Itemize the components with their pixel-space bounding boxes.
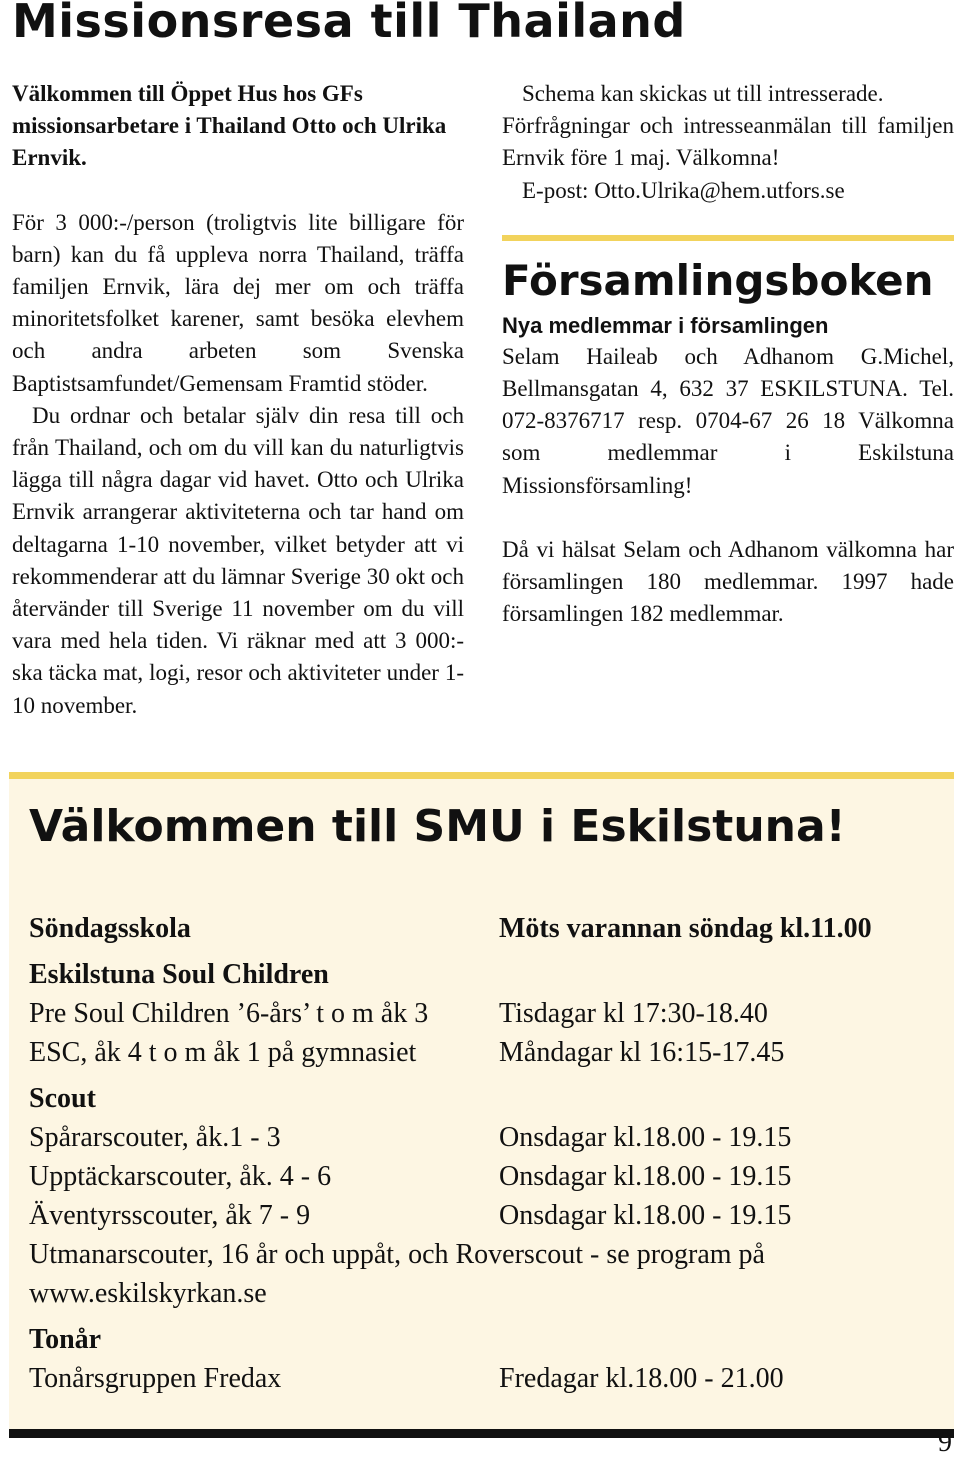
schedule-time: Måndagar kl 16:15-17.45 xyxy=(499,1037,785,1068)
mission-column-left xyxy=(12,78,464,722)
page-title: Missionsresa till Thailand xyxy=(12,0,686,48)
schedule-label: Söndagsskola xyxy=(29,913,191,944)
schedule-time: Möts varannan söndag kl.11.00 xyxy=(499,913,872,944)
schedule-label: Upptäckarscouter, åk. 4 - 6 xyxy=(29,1161,332,1192)
smu-schedule xyxy=(29,909,929,1398)
section-divider xyxy=(502,235,954,241)
schedule-time: Onsdagar kl.18.00 - 19.15 xyxy=(499,1122,792,1153)
schedule-row xyxy=(29,1274,929,1313)
schedule-heading xyxy=(29,1079,929,1118)
schedule-label: Äventyrsscouter, åk 7 - 9 xyxy=(29,1200,311,1231)
schedule-time: Fredagar kl.18.00 - 21.00 xyxy=(499,1363,784,1394)
section-subtitle: Nya medlemmar i församlingen xyxy=(502,312,829,338)
schedule-row xyxy=(29,1196,929,1235)
schedule-row xyxy=(29,1235,929,1274)
schedule-row xyxy=(29,1157,929,1196)
schedule-label: Utmanarscouter, 16 år och uppåt, och Roverscout - se program på xyxy=(29,1239,765,1270)
smu-box xyxy=(9,772,954,1438)
schedule-time: Onsdagar kl.18.00 - 19.15 xyxy=(499,1200,792,1231)
mission-email: E-post: Otto.Ulrika@hem.utfors.se xyxy=(522,177,845,203)
mission-schedule-note: Schema kan skickas ut till intresserade. xyxy=(522,81,884,106)
mission-contact-note: Förfrågningar och intresseanmälan till familjen Ernvik före 1 maj. Välkomna! xyxy=(502,113,954,171)
smu-title: Välkommen till SMU i Eskilstuna! xyxy=(29,801,846,852)
schedule-heading xyxy=(29,1320,929,1359)
schedule-time: Onsdagar kl.18.00 - 19.15 xyxy=(499,1161,792,1192)
schedule-row xyxy=(29,1118,929,1157)
mission-paragraph: Du ordnar och betalar själv din resa till och från Thailand, och om du vill kan du naturligtvis lägga till några dagar vid havet. Otto och Ulrika Ernvik arrangerar aktiviteterna och tar hand om deltagarna 1-10 november, vilket betyder att vi rekommenderar att du lämnar Sverige 30 okt och återvänder till Sverige 11 november om du vill vara med hela tiden. Vi räknar med att 3 000:- ska täcka mat, logi, resor och aktiviteter under 1-10 november. xyxy=(12,402,464,718)
schedule-label: ESC, åk 4 t o m åk 1 på gymnasiet xyxy=(29,1037,417,1068)
schedule-label: Tonår xyxy=(29,1324,102,1355)
mission-paragraph: För 3 000:-/person (troligtvis lite billigare för barn) kan du få uppleva norra Thailand, träffa familjen Ernvik, lära dej mer om och träffa minoritetsfolket karener, samt besöka elevhem och andra arbeten som Svenska Baptistsamfundet/Gemensam Framtid stöder. xyxy=(12,209,464,396)
section-title-forsamlingsboken: Församlingsboken xyxy=(502,255,934,305)
members-paragraph: Selam Haileab och Adhanom G.Michel, Bellmansgatan 4, 632 37 ESKILSTUNA. Tel. 072-8376717 resp. 0704-67 26 18 Välkomna som medlemmar i Eskilstuna Missionsförsamling! xyxy=(502,343,954,498)
schedule-heading xyxy=(29,955,929,994)
page-number: 9 xyxy=(938,1427,952,1458)
schedule-label: Eskilstuna Soul Children xyxy=(29,959,329,990)
mission-column-right xyxy=(502,78,954,630)
schedule-label: Spårarscouter, åk.1 - 3 xyxy=(29,1122,281,1153)
mission-lead: Välkommen till Öppet Hus hos GFs missionsarbetare i Thailand Otto och Ulrika Ernvik. xyxy=(12,81,447,171)
schedule-label: Scout xyxy=(29,1083,96,1114)
schedule-label: Tonårsgruppen Fredax xyxy=(29,1363,282,1394)
schedule-row xyxy=(29,1033,929,1072)
schedule-row xyxy=(29,1359,929,1398)
schedule-heading xyxy=(29,909,929,948)
members-count-paragraph: Då vi hälsat Selam och Adhanom välkomna har församlingen 180 medlemmar. 1997 hade församlingen 182 medlemmar. xyxy=(502,536,954,627)
schedule-label: www.eskilskyrkan.se xyxy=(29,1278,267,1309)
schedule-label: Pre Soul Children ’6-års’ t o m åk 3 xyxy=(29,998,429,1029)
schedule-time: Tisdagar kl 17:30-18.40 xyxy=(499,998,768,1029)
schedule-row xyxy=(29,994,929,1033)
